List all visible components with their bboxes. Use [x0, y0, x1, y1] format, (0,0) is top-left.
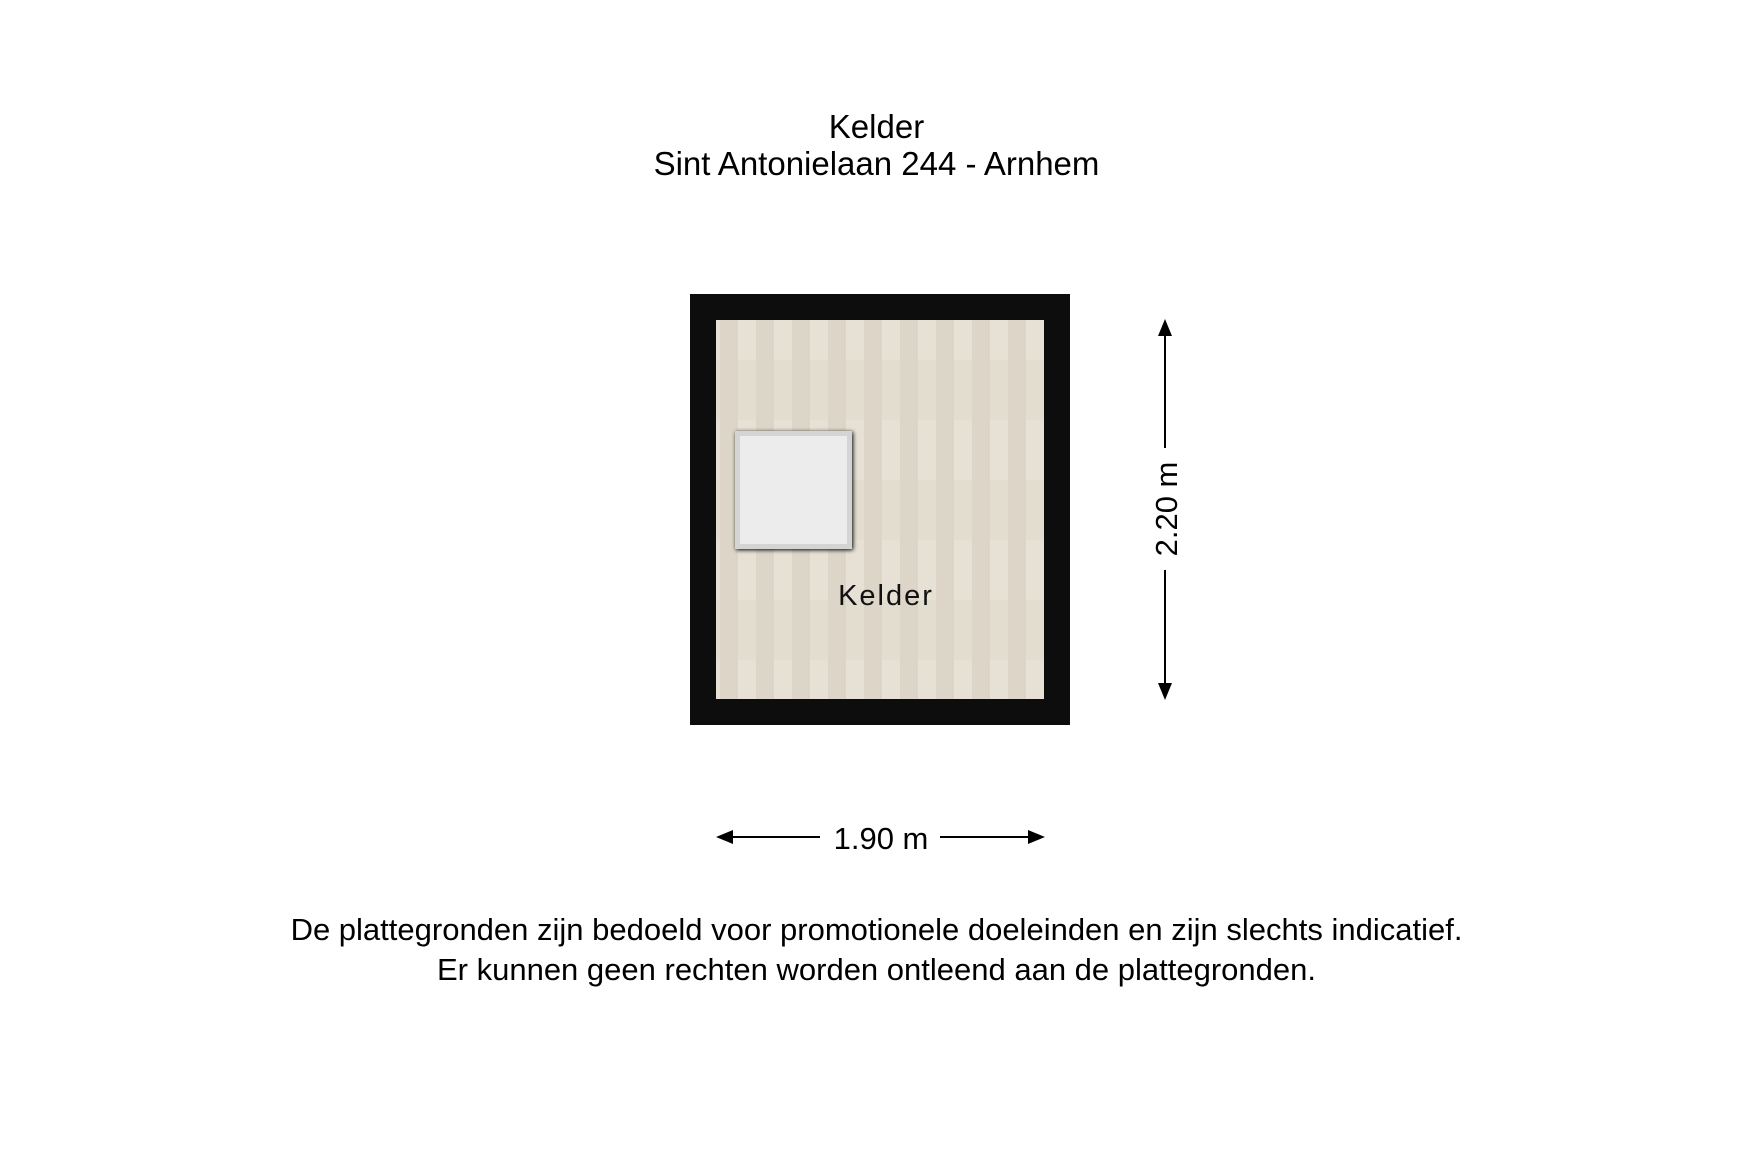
room-label: Kelder: [838, 580, 934, 612]
address-subtitle: Sint Antonielaan 244 - Arnhem: [653, 145, 1100, 182]
arrow-right-icon: [1028, 830, 1045, 844]
floor-title: Kelder: [828, 108, 925, 145]
arrow-up-icon: [1158, 319, 1172, 336]
disclaimer-line-2: Er kunnen geen rechten worden ontleend aan de plattegronden.: [436, 952, 1316, 987]
arrow-left-icon: [716, 830, 733, 844]
floor-hatch: [735, 431, 852, 549]
arrow-down-icon: [1158, 683, 1172, 700]
disclaimer-line-1: De plattegronden zijn bedoeld voor promotionele doeleinden en zijn slechts indicatief.: [290, 912, 1463, 947]
width-label: 1.90 m: [833, 821, 929, 856]
disclaimer: [0, 910, 1753, 990]
width-dimension: [716, 821, 1045, 856]
height-dimension: [1149, 319, 1184, 700]
height-label: 2.20 m: [1149, 461, 1184, 557]
